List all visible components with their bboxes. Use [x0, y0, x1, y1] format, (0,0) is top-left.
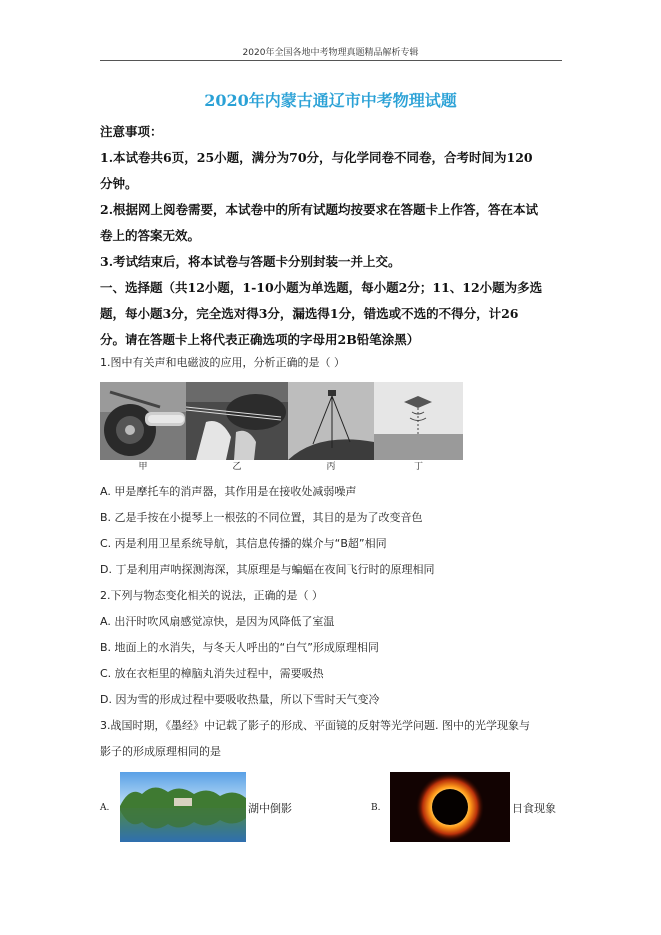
question-stem: 1.图中有关声和电磁波的应用，分析正确的是（ ）: [100, 356, 345, 369]
option-b-label: B.: [371, 803, 381, 813]
question-3: [100, 713, 570, 765]
notes-line: 1.本试卷共6页，25小题，满分为70分，与化学同卷不同卷，合考时间为120: [100, 150, 533, 165]
question-1-figure: [100, 382, 463, 474]
lake-reflection-image: [120, 772, 246, 842]
option-b: B. 乙是手按在小提琴上一根弦的不同位置，其目的是为了改变音色: [100, 511, 423, 524]
option-a-label: A.: [100, 803, 110, 813]
notes-section: [100, 119, 570, 353]
panel-caption: 乙: [186, 460, 288, 474]
question-1-options: [100, 479, 570, 583]
sonar-depth-image: [374, 382, 463, 460]
option-c: C. 放在衣柜里的樟脑丸消失过程中，需要吸热: [100, 667, 324, 680]
figure-panel-yi: [186, 382, 288, 474]
figure-panel-jia: [100, 382, 186, 474]
option-c: C. 丙是利用卫星系统导航，其信息传播的媒介与“B超”相同: [100, 537, 387, 550]
page-title: 2020年内蒙古通辽市中考物理试题: [204, 91, 457, 110]
notes-line: 卷上的答案无效。: [100, 228, 201, 243]
option-a-caption: 湖中倒影: [248, 802, 292, 815]
notes-line: 2.根据网上阅卷需要，本试卷中的所有试题均按要求在答题卡上作答，答在本试: [100, 202, 539, 217]
running-header: 2020年全国各地中考物理真题精品解析专辑: [242, 48, 419, 58]
notes-heading: 注意事项：: [100, 124, 163, 139]
option-b-caption: 日食现象: [512, 802, 556, 815]
question-stem: 2.下列与物态变化相关的说法，正确的是（ ）: [100, 589, 323, 602]
section-instruction: 一、选择题（共12小题，1-10小题为单选题，每小题2分；11、12小题为多选: [100, 280, 543, 295]
panel-caption: 丁: [374, 460, 463, 474]
satellite-navigation-image: [288, 382, 374, 460]
solar-eclipse-image: [390, 772, 510, 842]
panel-caption: 甲: [100, 460, 186, 474]
option-a: A. 出汗时吹风扇感觉凉快，是因为风降低了室温: [100, 615, 335, 628]
panel-caption: 丙: [288, 460, 374, 474]
header-rule: [100, 60, 562, 61]
section-instruction: 分。请在答题卡上将代表正确选项的字母用2B铅笔涂黑）: [100, 332, 420, 347]
figure-panel-ding: [374, 382, 463, 474]
question-stem: 3.战国时期，《墨经》中记载了影子的形成、平面镜的反射等光学问题. 图中的光学现象与: [100, 719, 530, 732]
notes-line: 分钟。: [100, 176, 138, 191]
figure-panel-bing: [288, 382, 374, 474]
option-d: D. 因为雪的形成过程中要吸收热量，所以下雪时天气变冷: [100, 693, 380, 706]
option-a: A. 甲是摩托车的消声器，其作用是在接收处减弱噪声: [100, 485, 357, 498]
question-1: [100, 350, 570, 376]
motorcycle-muffler-image: [100, 382, 186, 460]
question-2: [100, 583, 570, 713]
option-b: B. 地面上的水消失，与冬天人呼出的“白气”形成原理相同: [100, 641, 379, 654]
violin-image: [186, 382, 288, 460]
notes-line: 3.考试结束后，将本试卷与答题卡分别封装一并上交。: [100, 254, 401, 269]
section-instruction: 题，每小题3分，完全选对得3分，漏选得1分，错选或不选的不得分，计26: [100, 306, 519, 321]
question-stem: 影子的形成原理相同的是: [100, 745, 221, 758]
option-d: D. 丁是利用声呐探测海深，其原理是与蝙蝠在夜间飞行时的原理相同: [100, 563, 435, 576]
